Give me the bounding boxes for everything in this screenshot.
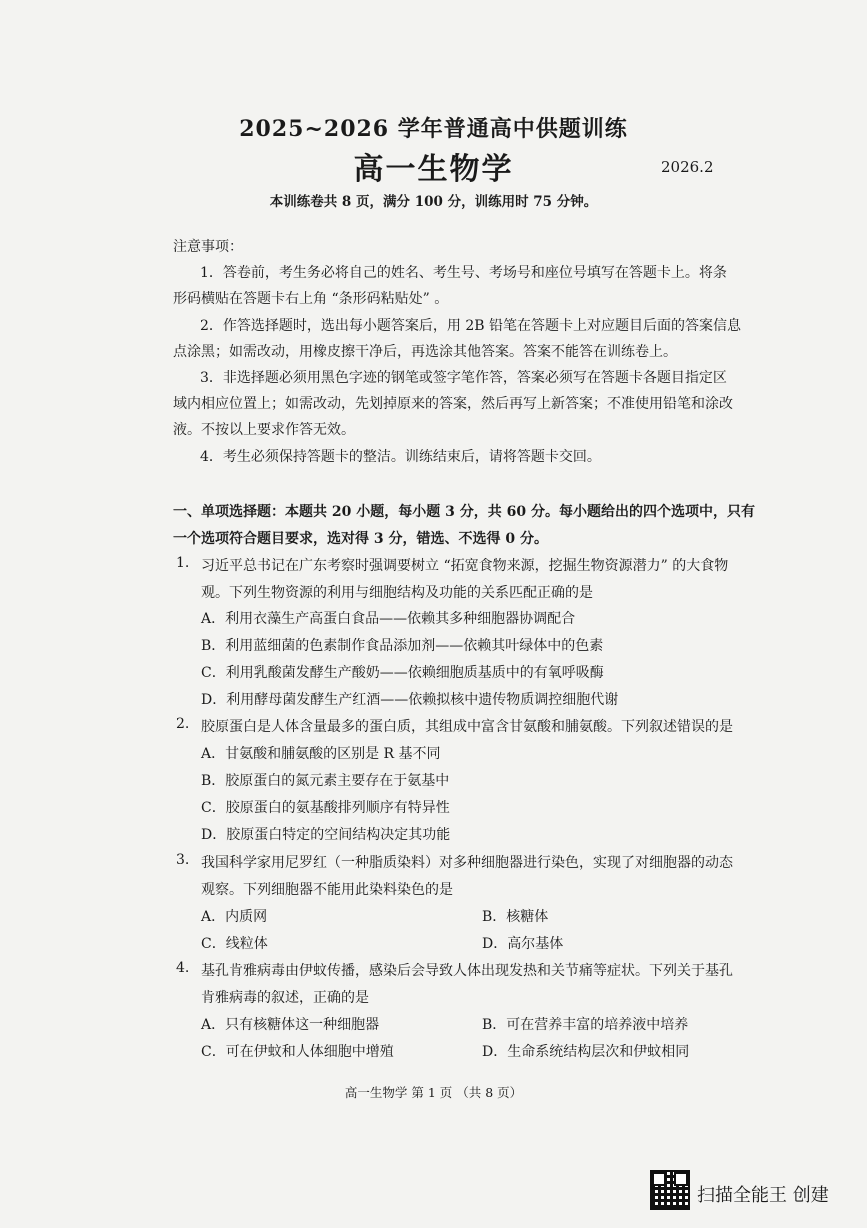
notice-line: 域内相应位置上；如需改动，先划掉原来的答案，然后再写上新答案；不准使用铅笔和涂改	[173, 396, 733, 412]
option-d: D．胶原蛋白特定的空间结构决定其功能	[201, 827, 451, 843]
question-stem: 观察。下列细胞器不能用此染料染色的是	[201, 882, 453, 898]
option-c: C．可在伊蚊和人体细胞中增殖	[201, 1044, 394, 1060]
exam-intro: 本训练卷共 8 页，满分 100 分，训练用时 75 分钟。	[269, 194, 598, 210]
notice-heading: 注意事项：	[173, 239, 243, 255]
option-c: C．胶原蛋白的氨基酸排列顺序有特异性	[201, 800, 450, 816]
question-stem: 我国科学家用尼罗红（一种脂质染料）对多种细胞器进行染色，实现了对细胞器的动态	[201, 855, 733, 871]
question-stem: 肯雅病毒的叙述，正确的是	[201, 990, 369, 1006]
option-a: A．利用衣藻生产高蛋白食品——依赖其多种细胞器协调配合	[201, 611, 576, 627]
option-b: B．利用蓝细菌的色素制作食品添加剂——依赖其叶绿体中的色素	[201, 638, 604, 654]
exam-title: 2025~2026 学年普通高中供题训练	[239, 116, 628, 142]
option-a: A．内质网	[201, 909, 268, 925]
question-stem: 基孔肯雅病毒由伊蚊传播，感染后会导致人体出现发热和关节痛等症状。下列关于基孔	[201, 963, 733, 979]
notice-line: 液。不按以上要求作答无效。	[173, 422, 355, 438]
option-a: A．甘氨酸和脯氨酸的区别是 R 基不同	[201, 746, 441, 762]
option-a: A．只有核糖体这一种细胞器	[201, 1017, 380, 1033]
subject-title: 高一生物学	[353, 152, 514, 187]
question-number: 2.	[176, 716, 190, 732]
option-d: D．利用酵母菌发酵生产红酒——依赖拟核中遗传物质调控细胞代谢	[201, 692, 619, 708]
question-stem: 习近平总书记在广东考察时强调要树立 “拓宽食物来源，挖掘生物资源潜力” 的大食物	[201, 558, 729, 574]
option-b: B．可在营养丰富的培养液中培养	[482, 1017, 689, 1033]
option-d: D．生命系统结构层次和伊蚊相同	[482, 1044, 690, 1060]
page-footer: 高一生物学 第 1 页 （共 8 页）	[344, 1085, 523, 1100]
notice-line: 2．作答选择题时，选出每小题答案后，用 2B 铅笔在答题卡上对应题目后面的答案信息	[200, 318, 742, 334]
exam-date: 2026.2	[661, 158, 714, 176]
scanner-watermark: 扫描全能王 创建	[697, 1185, 829, 1206]
option-c: C．线粒体	[201, 936, 268, 952]
notice-line: 4．考生必须保持答题卡的整洁。训练结束后，请将答题卡交回。	[200, 449, 601, 465]
option-d: D．高尔基体	[482, 936, 564, 952]
notice-line: 点涂黑；如需改动，用橡皮擦干净后，再选涂其他答案。答案不能答在训练卷上。	[173, 344, 677, 360]
question-number: 3.	[176, 852, 190, 868]
question-stem: 观。下列生物资源的利用与细胞结构及功能的关系匹配正确的是	[201, 585, 593, 601]
notice-line: 形码横贴在答题卡右上角 “条形码粘贴处” 。	[173, 291, 449, 307]
option-c: C．利用乳酸菌发酵生产酸奶——依赖细胞质基质中的有氧呼吸酶	[201, 665, 604, 681]
question-number: 4.	[176, 960, 190, 976]
question-number: 1.	[176, 555, 190, 571]
notice-line: 3．非选择题必须用黑色字迹的钢笔或签字笔作答，答案必须写在答题卡各题目指定区	[200, 370, 727, 386]
notice-line: 1．答卷前，考生务必将自己的姓名、考生号、考场号和座位号填写在答题卡上。将条	[200, 265, 727, 281]
option-b: B．核糖体	[482, 909, 549, 925]
section-heading: 一个选项符合题目要求，选对得 3 分，错选、不选得 0 分。	[173, 531, 548, 547]
option-b: B．胶原蛋白的氮元素主要存在于氨基中	[201, 773, 450, 789]
question-stem: 胶原蛋白是人体含量最多的蛋白质，其组成中富含甘氨酸和脯氨酸。下列叙述错误的是	[201, 719, 733, 735]
qr-code-icon	[652, 1172, 688, 1208]
section-heading: 一、单项选择题：本题共 20 小题，每小题 3 分，共 60 分。每小题给出的四个选项中，只有	[173, 504, 755, 520]
